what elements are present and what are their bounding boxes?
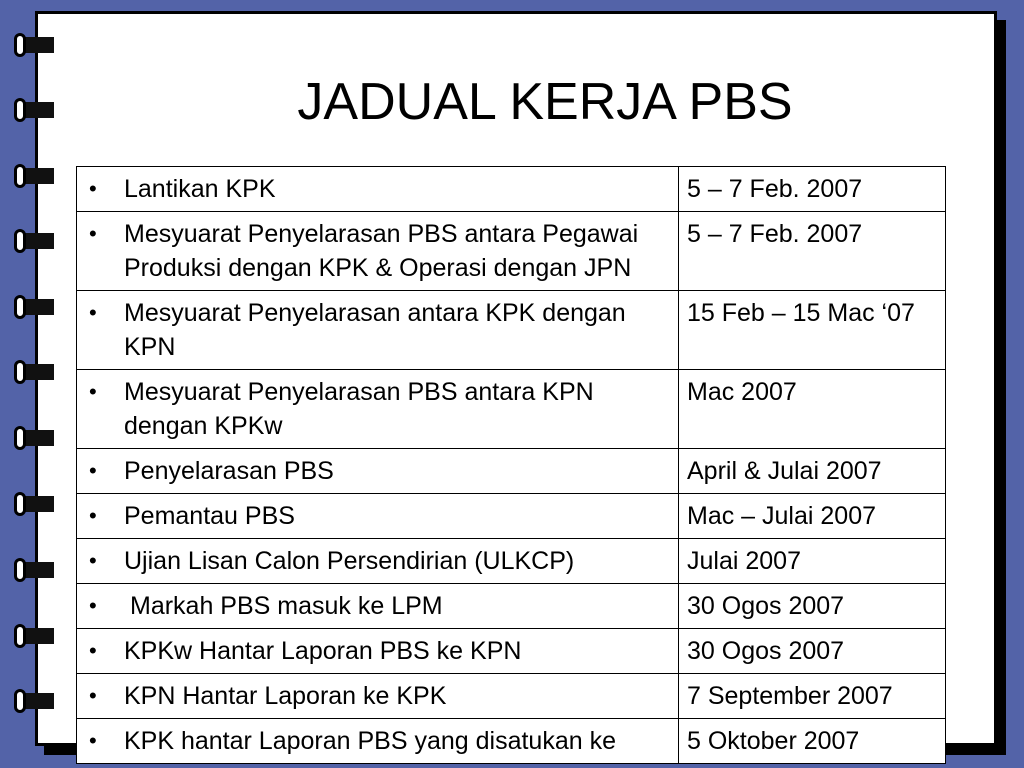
binding-ring xyxy=(14,360,54,386)
binding-ring xyxy=(14,558,54,584)
binding-ring-loop xyxy=(14,426,26,450)
activity-text: Mesyuarat Penyelarasan PBS antara KPN dengan KPKw xyxy=(124,378,594,440)
binding-ring xyxy=(14,33,54,59)
activity-cell xyxy=(77,629,679,674)
binding-ring xyxy=(14,229,54,255)
date-cell: 7 September 2007 xyxy=(679,674,946,719)
activity-item xyxy=(85,296,670,364)
activity-item xyxy=(85,544,670,578)
binding-ring-loop xyxy=(14,624,26,648)
table-row xyxy=(77,584,946,629)
schedule-table-body xyxy=(77,167,946,764)
table-row xyxy=(77,674,946,719)
binding-ring xyxy=(14,624,54,650)
binding-ring-loop xyxy=(14,689,26,713)
date-cell: 5 – 7 Feb. 2007 xyxy=(679,167,946,212)
schedule-table xyxy=(76,166,946,764)
binding-ring-bar xyxy=(23,37,54,53)
bullet-icon: • xyxy=(89,548,97,573)
activity-cell xyxy=(77,539,679,584)
activity-text: Penyelarasan PBS xyxy=(124,457,334,485)
date-cell: 30 Ogos 2007 xyxy=(679,629,946,674)
binding-ring-loop xyxy=(14,295,26,319)
activity-item xyxy=(85,375,670,443)
activity-item xyxy=(85,217,670,285)
activity-item xyxy=(85,724,670,758)
binding-ring-bar xyxy=(23,430,54,446)
date-cell: Julai 2007 xyxy=(679,539,946,584)
bullet-icon: • xyxy=(89,458,97,483)
table-row xyxy=(77,494,946,539)
bullet-icon: • xyxy=(89,638,97,663)
date-cell: Mac 2007 xyxy=(679,370,946,449)
binding-ring-bar xyxy=(23,628,54,644)
table-row xyxy=(77,629,946,674)
binding-ring-bar xyxy=(23,168,54,184)
activity-cell xyxy=(77,167,679,212)
binding-ring xyxy=(14,164,54,190)
date-cell: 5 Oktober 2007 xyxy=(679,719,946,764)
bullet-icon: • xyxy=(89,728,97,753)
binding-ring-loop xyxy=(14,164,26,188)
date-cell: April & Julai 2007 xyxy=(679,449,946,494)
activity-cell xyxy=(77,291,679,370)
activity-item xyxy=(85,679,670,713)
binding-ring-bar xyxy=(23,299,54,315)
activity-text: Mesyuarat Penyelarasan PBS antara Pegawai Produksi dengan KPK & Operasi dengan JPN xyxy=(124,220,639,282)
binding-ring-loop xyxy=(14,558,26,582)
binding-ring-bar xyxy=(23,496,54,512)
activity-text: Mesyuarat Penyelarasan antara KPK dengan KPN xyxy=(124,299,626,361)
date-cell: Mac – Julai 2007 xyxy=(679,494,946,539)
bullet-icon: • xyxy=(89,176,97,201)
activity-cell xyxy=(77,584,679,629)
binding-ring-bar xyxy=(23,693,54,709)
activity-cell xyxy=(77,494,679,539)
bullet-icon: • xyxy=(89,593,97,618)
binding-ring-loop xyxy=(14,33,26,57)
activity-text: KPK hantar Laporan PBS yang disatukan ke xyxy=(124,727,616,755)
binding-ring-loop xyxy=(14,360,26,384)
bullet-icon: • xyxy=(89,503,97,528)
activity-text: Pemantau PBS xyxy=(124,502,295,530)
activity-cell xyxy=(77,674,679,719)
activity-text: Ujian Lisan Calon Persendirian (ULKCP) xyxy=(124,547,575,575)
table-row xyxy=(77,370,946,449)
table-row xyxy=(77,539,946,584)
binding-ring xyxy=(14,426,54,452)
activity-item xyxy=(85,589,670,623)
activity-text: Lantikan KPK xyxy=(124,175,276,203)
activity-item xyxy=(85,634,670,668)
bullet-icon: • xyxy=(89,221,97,246)
binding-ring xyxy=(14,689,54,715)
date-cell: 15 Feb – 15 Mac ‘07 xyxy=(679,291,946,370)
table-row xyxy=(77,212,946,291)
binding-ring xyxy=(14,492,54,518)
activity-text: Markah PBS masuk ke LPM xyxy=(130,592,443,620)
bullet-icon: • xyxy=(89,379,97,404)
binding-ring-loop xyxy=(14,229,26,253)
binding-ring-loop xyxy=(14,492,26,516)
binding-ring-bar xyxy=(23,233,54,249)
activity-cell xyxy=(77,449,679,494)
activity-item xyxy=(85,499,670,533)
table-row xyxy=(77,719,946,764)
binding-ring-bar xyxy=(23,364,54,380)
activity-cell xyxy=(77,212,679,291)
bullet-icon: • xyxy=(89,683,97,708)
table-row xyxy=(77,167,946,212)
activity-cell xyxy=(77,719,679,764)
binding-ring-bar xyxy=(23,562,54,578)
activity-text: KPN Hantar Laporan ke KPK xyxy=(124,682,447,710)
activity-item xyxy=(85,172,670,206)
date-cell: 5 – 7 Feb. 2007 xyxy=(679,212,946,291)
activity-cell xyxy=(77,370,679,449)
bullet-icon: • xyxy=(89,300,97,325)
table-row xyxy=(77,291,946,370)
slide-title: JADUAL KERJA PBS xyxy=(297,73,793,131)
activity-item xyxy=(85,454,670,488)
binding-ring xyxy=(14,295,54,321)
date-cell: 30 Ogos 2007 xyxy=(679,584,946,629)
activity-text: KPKw Hantar Laporan PBS ke KPN xyxy=(124,637,522,665)
table-row xyxy=(77,449,946,494)
